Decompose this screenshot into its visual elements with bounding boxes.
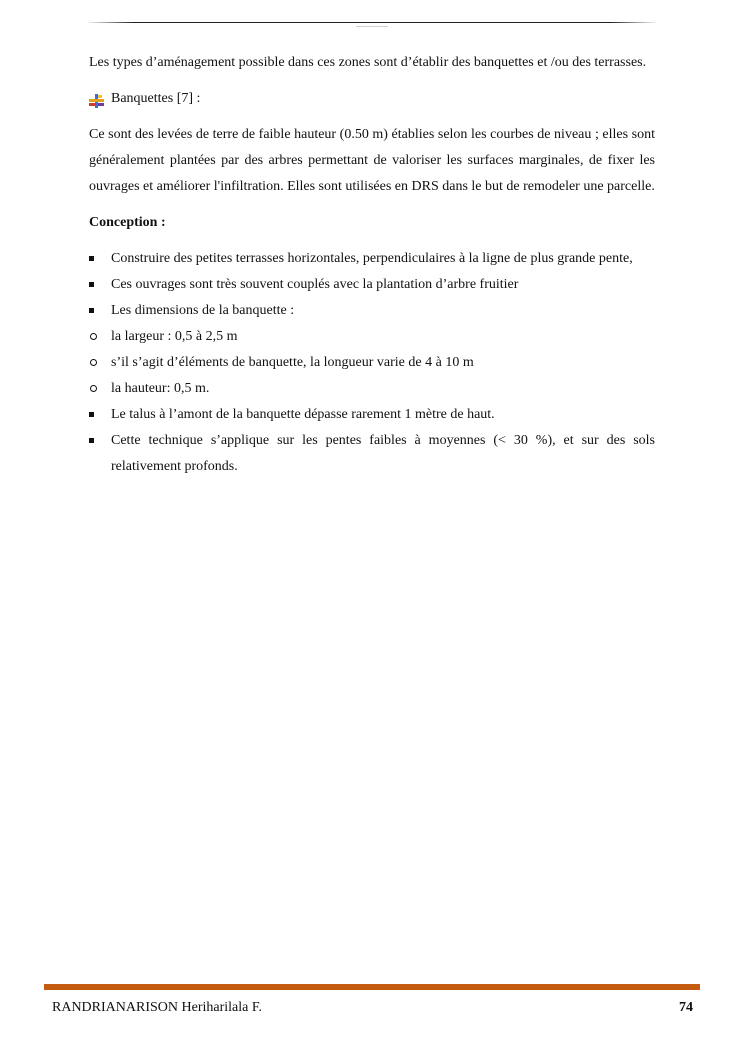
sub-list-item-text: la hauteur: 0,5 m. <box>111 381 210 396</box>
square-bullet-icon <box>89 308 94 313</box>
conception-heading: Conception : <box>89 215 166 230</box>
description-paragraph: Ce sont des levées de terre de faible hauteur (0.50 m) établies selon les courbes de niveau ; elles sont généralement plantées par des arbres permettant de valoriser les surfaces marginales, de fixer les ouvrages et améliorer l'infiltration. Elles sont utilisées en DRS dans le but de remodeler une parcelle. <box>89 127 655 194</box>
header-mark <box>356 26 388 27</box>
footer-rule <box>44 984 700 990</box>
square-bullet-icon <box>89 256 94 261</box>
list-item <box>89 402 655 428</box>
list-item <box>89 272 655 298</box>
circle-bullet-icon <box>90 385 97 392</box>
sub-list-item <box>67 324 655 350</box>
page-body <box>89 50 655 480</box>
square-bullet-icon <box>89 438 94 443</box>
section-subheading <box>89 86 655 112</box>
list-item <box>89 428 655 480</box>
conception-list <box>89 246 655 324</box>
square-bullet-icon <box>89 412 94 417</box>
circle-bullet-icon <box>90 333 97 340</box>
dimensions-list <box>67 324 655 402</box>
sub-list-item-text: s’il s’agit d’éléments de banquette, la longueur varie de 4 à 10 m <box>111 355 474 370</box>
header-rule <box>88 22 656 23</box>
square-bullet-icon <box>89 282 94 287</box>
list-item-text: Cette technique s’applique sur les pentes faibles à moyennes (< 30 %), et sur des sols relativement profonds. <box>111 433 655 474</box>
list-item <box>89 246 655 272</box>
list-item-text: Construire des petites terrasses horizontales, perpendiculaires à la ligne de plus grande pente, <box>111 251 633 266</box>
list-item-text: Les dimensions de la banquette : <box>111 303 295 318</box>
footer-author: RANDRIANARISON Heriharilala F. <box>52 1000 263 1015</box>
sub-list-item <box>67 376 655 402</box>
list-item <box>89 298 655 324</box>
sub-list-item <box>67 350 655 376</box>
list-item-text: Ces ouvrages sont très souvent couplés avec la plantation d’arbre fruitier <box>111 277 519 292</box>
subheading-label: Banquettes [7] : <box>111 91 201 106</box>
list-item-text: Le talus à l’amont de la banquette dépasse rarement 1 mètre de haut. <box>111 407 495 422</box>
page-number: 74 <box>679 1000 693 1015</box>
conception-list-continued <box>89 402 655 480</box>
sub-list-item-text: la largeur : 0,5 à 2,5 m <box>111 329 238 344</box>
colored-cross-bullet-icon <box>89 92 104 106</box>
intro-paragraph: Les types d’aménagement possible dans ces zones sont d’établir des banquettes et /ou des terrasses. <box>89 55 647 70</box>
circle-bullet-icon <box>90 359 97 366</box>
